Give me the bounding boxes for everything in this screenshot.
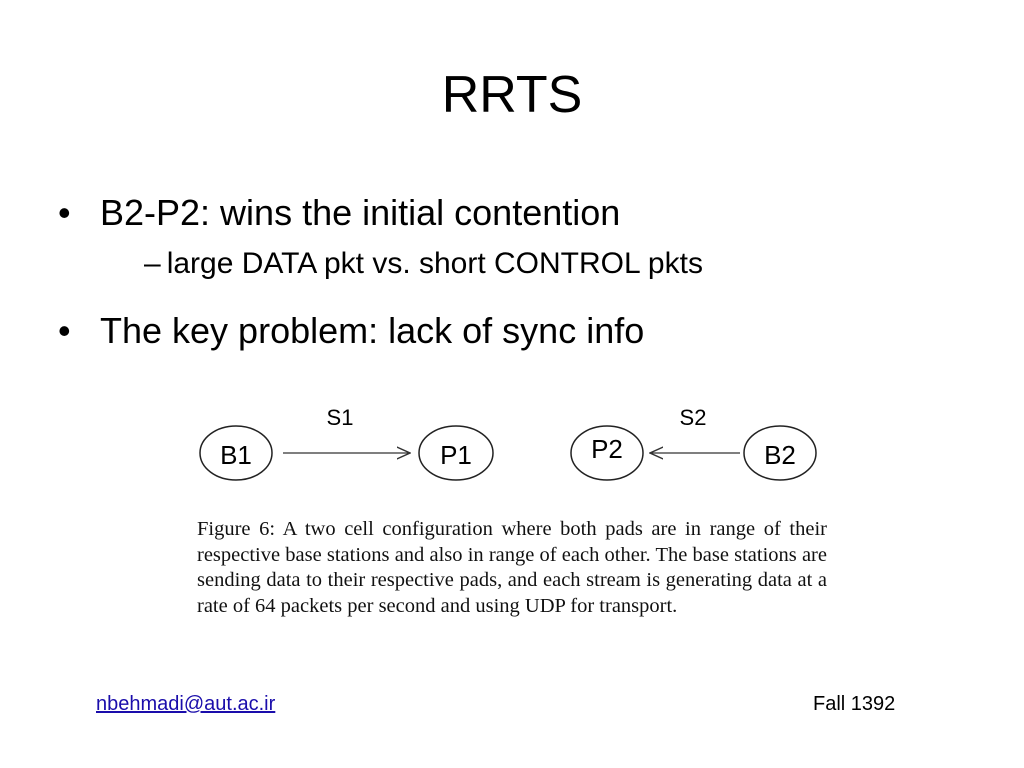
- sub-bullet-item-1: [58, 242, 988, 286]
- footer-email-link[interactable]: nbehmadi@aut.ac.ir: [96, 693, 276, 715]
- bullet-text-1: B2-P2: wins the initial contention: [100, 192, 621, 233]
- node-b1-label: B1: [220, 439, 252, 470]
- slide-title: RRTS: [441, 66, 583, 124]
- stream-s1-label: S1: [326, 405, 354, 430]
- bullet-item-1: [58, 188, 988, 238]
- node-p2-label: P2: [591, 433, 623, 464]
- bullet-list: [58, 188, 988, 356]
- stream-s2-label: S2: [679, 405, 707, 430]
- sub-bullet-text-1: large DATA pkt vs. short CONTROL pkts: [166, 247, 703, 280]
- dash-glyph: –: [144, 247, 161, 280]
- bullet-text-2: The key problem: lack of sync info: [100, 310, 645, 351]
- node-p1-label: P1: [440, 439, 472, 470]
- figure-caption: Figure 6: A two cell configuration where both pads are in range of their respective base stations and also in range of each other. The base stations are sending data to their respective pads, and each stream is generating data at a rate of 64 packets per second and using UDP for transport.: [197, 518, 827, 617]
- cell-configuration-diagram: [190, 395, 840, 495]
- bullet-item-2: [58, 306, 988, 356]
- footer-term: Fall 1392: [813, 693, 896, 715]
- bullet-glyph: •: [58, 310, 71, 351]
- node-b2-label: B2: [764, 439, 796, 470]
- bullet-glyph: •: [58, 192, 71, 233]
